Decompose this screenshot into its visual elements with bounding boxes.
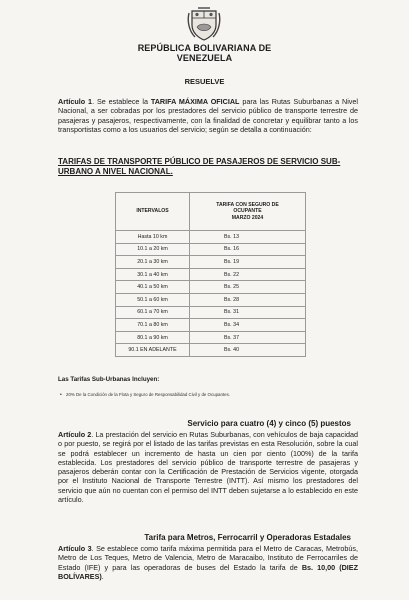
- articulo-3-end: .: [101, 571, 104, 581]
- incluyen-bullet-item: 20% De la Condición de la Flota y Seguro de Responsabilidad Civil y de Ocupantes.: [66, 392, 231, 397]
- col-header-tarifa-line2: OCUPANTE: [233, 208, 262, 215]
- articulo-2-label: Artículo 2: [58, 430, 92, 439]
- table-header-row: [116, 193, 306, 231]
- table-row: [116, 243, 306, 256]
- metro-heading: Tarifa para Metros, Ferrocarril y Operadoras Estadales: [144, 533, 351, 542]
- interval-cell: 50.1 a 60 km: [116, 293, 190, 306]
- interval-cell: 10.1 a 20 km: [116, 243, 190, 256]
- coat-of-arms-emblem: [187, 5, 221, 41]
- table-row: [116, 231, 306, 244]
- resuelve-heading: RESUELVE: [184, 77, 225, 86]
- articulo-1-intro: . Se establece la: [92, 97, 151, 106]
- table-row: [116, 319, 306, 332]
- articulo-2-text: . La prestación del servicio en Rutas Suburbanas, con vehículos de baja capacidad o por puesto, se regirá por el listado de las tarifas previstas en esta Resolución, sobre la cual se podrá establecer un incremento de hasta un cien por ciento (100%) de la tarifa establecida. Los prestadores del servicio público de transporte terrestre de pasajeras y pasajeros deberán contar con la Certificación de Prestación de Servicios vigente, otorgada por el Instituto Nacional de Transporte Terrestre (INTT). Así mismo los prestadores del servicio que aún no cuentan con el permiso del INTT deben sujetarse a lo establecido en este artículo.: [58, 430, 358, 505]
- price-cell: Bs. 37: [190, 331, 306, 344]
- interval-cell: 90.1 EN ADELANTE: [116, 344, 190, 357]
- table-row: [116, 344, 306, 357]
- table-row: [116, 306, 306, 319]
- price-cell: Bs. 22: [190, 268, 306, 281]
- articulo-1-label: Artículo 1: [58, 97, 93, 106]
- price-cell: Bs. 25: [190, 281, 306, 294]
- table-row: [116, 281, 306, 294]
- articulo-3-paragraph: [58, 544, 358, 581]
- table-row: [116, 293, 306, 306]
- republic-title-line2: VENEZUELA: [176, 53, 233, 63]
- table-title: TARIFAS DE TRANSPORTE PÚBLICO DE PASAJEROS DE SERVICIO SUB-URBANO A NIVEL NACIONAL.: [58, 157, 341, 176]
- interval-cell: 80.1 a 90 km: [116, 331, 190, 344]
- articulo-1-paragraph: [58, 97, 358, 134]
- price-cell: Bs. 28: [190, 293, 306, 306]
- interval-cell: 70.1 a 80 km: [116, 319, 190, 332]
- price-cell: Bs. 19: [190, 256, 306, 269]
- tarifas-table: [115, 192, 306, 357]
- articulo-2-paragraph: [58, 430, 358, 504]
- republic-title-line1: REPÚBLICA BOLIVARIANA DE: [137, 43, 272, 53]
- col-header-tarifa: [190, 193, 306, 231]
- interval-cell: 40.1 a 50 km: [116, 281, 190, 294]
- price-cell: Bs. 31: [190, 306, 306, 319]
- interval-cell: Hasta 10 km: [116, 231, 190, 244]
- incluyen-title: Las Tarifas Sub-Urbanas Incluyen:: [58, 376, 160, 383]
- interval-cell: 20.1 a 30 km: [116, 256, 190, 269]
- price-cell: Bs. 34: [190, 319, 306, 332]
- table-row: [116, 268, 306, 281]
- articulo-3-label: Artículo 3: [58, 544, 92, 553]
- servicio-heading: Servicio para cuatro (4) y cinco (5) puestos: [187, 419, 351, 428]
- tarifa-maxima-highlight: TARIFA MÁXIMA OFICIAL: [150, 97, 240, 106]
- interval-cell: 60.1 a 70 km: [116, 306, 190, 319]
- price-cell: Bs. 16: [190, 243, 306, 256]
- interval-cell: 30.1 a 40 km: [116, 268, 190, 281]
- table-row: [116, 331, 306, 344]
- bullet-dot-icon: •: [60, 392, 62, 398]
- col-header-intervalos: INTERVALOS: [116, 193, 190, 231]
- table-row: [116, 256, 306, 269]
- col-header-tarifa-line3: MARZO 2024: [231, 214, 264, 221]
- articulo-1-text: para las Rutas Suburbanas a Nivel Nacional, a ser cobradas por los prestadores del servicio público de transporte terrestre de pasajeras y pasajeros, respectivamente, con la finalidad de concretar y equilibrar tanto a los transportistas como a los usuarios del servicio; según se detalla a continuación:: [58, 97, 358, 134]
- articulo-3-text: . Se establece como tarifa máxima permitida para el Metro de Caracas, Metrobús, Metro de Los Teques, Metro de Valencia, Metro de Maracaibo, Instituto de Ferrocarriles de Estado (IFE) y para las operadoras de buses del Estado la tarifa de: [58, 544, 358, 572]
- price-cell: Bs. 13: [190, 231, 306, 244]
- price-cell: Bs. 40: [190, 344, 306, 357]
- col-header-tarifa-line1: TARIFA CON SEGURO DE: [216, 202, 279, 209]
- metro-amount: Bs. 10,00 (DIEZ BOLÍVARES): [58, 562, 358, 581]
